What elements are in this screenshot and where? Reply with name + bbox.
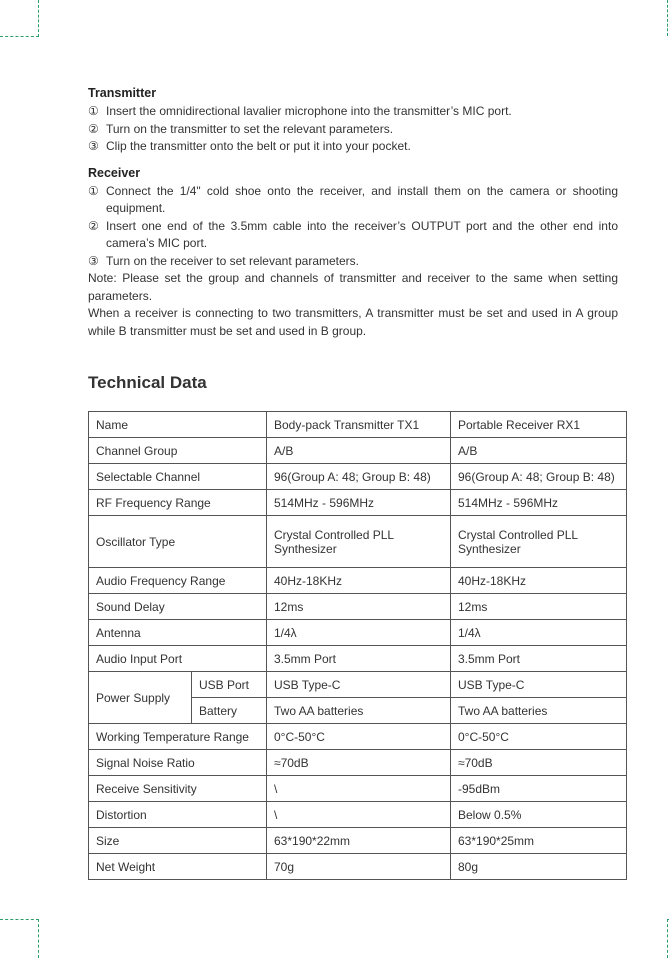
step-number: ③ (88, 139, 99, 153)
rx-value: 96(Group A: 48; Group B: 48) (451, 464, 627, 490)
spec-name: Receive Sensitivity (89, 776, 267, 802)
spec-name: RF Frequency Range (89, 490, 267, 516)
receiver-step (88, 183, 618, 218)
spec-name: Oscillator Type (89, 516, 267, 568)
table-row (89, 646, 627, 672)
rx-value: 1/4λ (451, 620, 627, 646)
rx-value: Two AA batteries (451, 698, 627, 724)
table-row (89, 594, 627, 620)
spec-name: Sound Delay (89, 594, 267, 620)
tx-value: \ (267, 802, 451, 828)
transmitter-step (88, 103, 618, 121)
tx-value: Two AA batteries (267, 698, 451, 724)
step-number: ③ (88, 253, 99, 268)
transmitter-heading: Transmitter (88, 86, 157, 100)
rx-value: USB Type-C (451, 672, 627, 698)
table-header-row (89, 412, 627, 438)
tx-value: ≈70dB (267, 750, 451, 776)
header-cell: Portable Receiver RX1 (451, 412, 627, 438)
spec-name: Size (89, 828, 267, 854)
step-number: ① (88, 183, 99, 198)
tx-value: 514MHz - 596MHz (267, 490, 451, 516)
technical-data-table (88, 411, 627, 880)
tx-value: 96(Group A: 48; Group B: 48) (267, 464, 451, 490)
tx-value: 3.5mm Port (267, 646, 451, 672)
step-number: ② (88, 121, 99, 136)
step-text: Turn on the receiver to set relevant parameters. (106, 253, 360, 268)
spec-name: Distortion (89, 802, 267, 828)
rx-value: A/B (451, 438, 627, 464)
rx-value: -95dBm (451, 776, 627, 802)
table-row (89, 776, 627, 802)
tx-value: 12ms (267, 594, 451, 620)
rx-value: Crystal Controlled PLL Synthesizer (451, 516, 627, 568)
step-text: Insert one end of the 3.5mm cable into the receiver’s OUTPUT port and the other end into camera’s MIC port. (106, 218, 618, 250)
table-row (89, 854, 627, 880)
table-row (89, 828, 627, 854)
spec-name: Working Temperature Range (89, 724, 267, 750)
rx-value: ≈70dB (451, 750, 627, 776)
tx-value: 63*190*22mm (267, 828, 451, 854)
spec-name: Selectable Channel (89, 464, 267, 490)
step-text: Insert the omnidirectional lavalier microphone into the transmitter’s MIC port. (106, 104, 512, 118)
tx-value: 40Hz-18KHz (267, 568, 451, 594)
step-number: ② (88, 218, 99, 233)
technical-data-title: Technical Data (88, 373, 207, 392)
note-paragraph: Note: Please set the group and channels of transmitter and receiver to the same when setting parameters. (88, 271, 618, 303)
table-row (89, 750, 627, 776)
table-row (89, 620, 627, 646)
spec-name: Power Supply (89, 672, 192, 724)
step-text: Connect the 1/4" cold shoe onto the receiver, and install them on the camera or shooting equipment. (106, 183, 618, 215)
instructions (88, 86, 618, 340)
spec-name: Audio Frequency Range (89, 568, 267, 594)
rx-value: Below 0.5% (451, 802, 627, 828)
rx-value: 12ms (451, 594, 627, 620)
tx-value: \ (267, 776, 451, 802)
tx-value: 0°C-50°C (267, 724, 451, 750)
table-row (89, 516, 627, 568)
rx-value: 63*190*25mm (451, 828, 627, 854)
rx-value: 40Hz-18KHz (451, 568, 627, 594)
table-row (89, 568, 627, 594)
transmitter-step (88, 121, 618, 139)
table-row (89, 464, 627, 490)
rx-value: 0°C-50°C (451, 724, 627, 750)
receiver-heading: Receiver (88, 165, 141, 180)
crop-mark-top-left (0, 0, 39, 37)
header-cell: Name (89, 412, 267, 438)
spec-subname: USB Port (192, 672, 267, 698)
rx-value: 514MHz - 596MHz (451, 490, 627, 516)
table-row (89, 802, 627, 828)
spec-name: Signal Noise Ratio (89, 750, 267, 776)
header-cell: Body-pack Transmitter TX1 (267, 412, 451, 438)
spec-name: Antenna (89, 620, 267, 646)
tx-value: USB Type-C (267, 672, 451, 698)
note-paragraph: When a receiver is connecting to two transmitters, A transmitter must be set and used in A group while B transmitter must be set and used in B group. (88, 306, 618, 338)
spec-name: Net Weight (89, 854, 267, 880)
table-row (89, 724, 627, 750)
transmitter-step (88, 138, 618, 156)
table-row (89, 438, 627, 464)
step-number: ① (88, 104, 99, 118)
spec-name: Channel Group (89, 438, 267, 464)
tx-value: 1/4λ (267, 620, 451, 646)
receiver-step (88, 218, 618, 253)
step-text: Turn on the transmitter to set the relevant parameters. (106, 121, 394, 136)
receiver-step (88, 253, 618, 271)
crop-mark-bottom-left (0, 919, 39, 958)
table-row (89, 672, 627, 698)
table-row (89, 490, 627, 516)
tx-value: Crystal Controlled PLL Synthesizer (267, 516, 451, 568)
spec-subname: Battery (192, 698, 267, 724)
spec-name: Audio Input Port (89, 646, 267, 672)
rx-value: 80g (451, 854, 627, 880)
tx-value: A/B (267, 438, 451, 464)
tx-value: 70g (267, 854, 451, 880)
rx-value: 3.5mm Port (451, 646, 627, 672)
step-text: Clip the transmitter onto the belt or put it into your pocket. (106, 139, 411, 153)
